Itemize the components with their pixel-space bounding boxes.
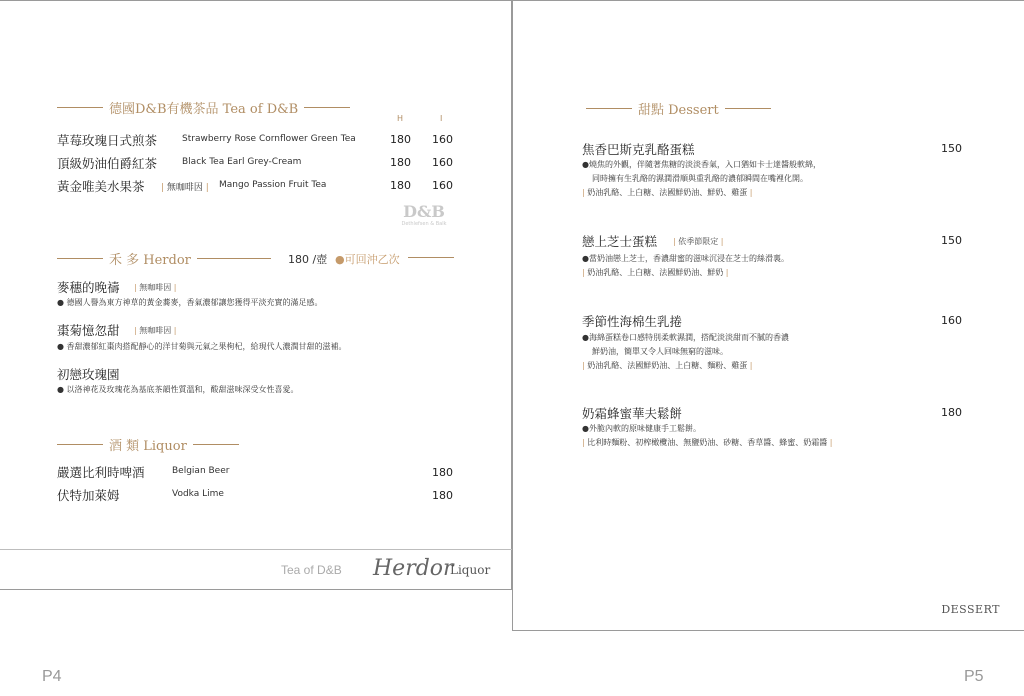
tea-price-hot: 180 — [390, 133, 411, 146]
liquor-name-zh: 伏特加萊姆 — [57, 488, 120, 503]
tea-name-en: Strawberry Rose Cornflower Green Tea — [182, 134, 356, 144]
title-rule-right — [197, 258, 271, 259]
page-number-4: P4 — [42, 668, 62, 685]
herdor-desc: ● 以洛神花及玫瑰花為基底茶韻性質溫和，酸甜滋味深受女性喜愛。 — [57, 385, 299, 394]
title-rule-right — [304, 107, 350, 108]
menu-page-4 — [0, 0, 512, 590]
tea-tag: | 無咖啡因 | — [161, 183, 209, 193]
tea-section-heading: 德國D&B有機茶品 Tea of D&B — [109, 102, 299, 117]
herdor-desc: ● 德國人譽為東方神草的黃金蕎麥，香氣濃郁讓您獲得平淡充實的滿足感。 — [57, 298, 323, 307]
liquor-section-heading: 酒 類 Liquor — [109, 439, 187, 454]
title-rule-left — [57, 107, 103, 108]
dessert-price: 160 — [941, 314, 962, 327]
dessert-footer-label: DESSERT — [941, 603, 1000, 616]
dessert-desc-cont: 同時擁有生乳酪的濕潤滑順與重乳酪的濃郁瞬間在嘴裡化開。 — [592, 174, 808, 183]
dessert-price: 150 — [941, 142, 962, 155]
hot-column-header: H — [397, 114, 404, 123]
dessert-desc: ●當奶油戀上芝士，香濃甜蜜的滋味沉浸在芝士的絲滑裏。 — [582, 254, 789, 263]
herdor-section-heading: 禾 多 Herdor — [109, 253, 191, 268]
tea-name-zh: 頂級奶油伯爵紅茶 — [57, 156, 158, 171]
title-rule-left — [57, 258, 103, 259]
refill-dot: ● — [335, 253, 345, 266]
liquor-section-title — [57, 435, 239, 454]
dessert-ingredients: | 奶油乳酪、上白糖、法國鮮奶油、鮮奶 | — [582, 268, 729, 277]
footer-tea-label: Tea of D&B — [281, 563, 342, 577]
title-rule-left — [586, 108, 632, 109]
dessert-price: 150 — [941, 234, 962, 247]
dessert-price: 180 — [941, 406, 962, 419]
liquor-name-zh: 嚴選比利時啤酒 — [57, 465, 145, 480]
dessert-ingredients: | 奶油乳酪、上白糖、法國鮮奶油、鮮奶、雞蛋 | — [582, 188, 753, 197]
herdor-tag: | 無咖啡因 | — [134, 283, 177, 292]
dessert-name: 焦香巴斯克乳酪蛋糕 — [582, 142, 695, 157]
dessert-desc: ●外脆內軟的原味健康手工鬆餅。 — [582, 424, 701, 433]
iced-column-header: I — [440, 114, 443, 123]
dessert-ingredients: | 奶油乳酪、法國鮮奶油、上白糖、麵粉、雞蛋 | — [582, 361, 753, 370]
dessert-section-title — [586, 99, 771, 118]
tea-name-en: Mango Passion Fruit Tea — [219, 180, 327, 190]
liquor-price: 180 — [432, 489, 453, 502]
liquor-name-en: Belgian Beer — [172, 466, 230, 476]
herdor-name: 麥穗的晚禱 — [57, 280, 120, 295]
footer-herdor-script: Herdor — [373, 556, 454, 581]
footer-liquor-label: Liquor — [450, 563, 491, 577]
liquor-name-en: Vodka Lime — [172, 489, 224, 499]
dnb-logo — [398, 203, 450, 237]
liquor-price: 180 — [432, 466, 453, 479]
tea-name-zh: 黃金唯美水果茶 — [57, 179, 145, 194]
tea-name-zh: 草莓玫瑰日式煎茶 — [57, 133, 158, 148]
dessert-name: 奶霜蜂蜜華夫鬆餅 — [582, 406, 683, 421]
herdor-tag: | 無咖啡因 | — [134, 326, 177, 335]
herdor-desc: ● 香甜濃郁紅棗肉搭配靜心的洋甘菊與元氣之果枸杞，給現代人濃潤甘甜的滋補。 — [57, 342, 347, 351]
dessert-name: 戀上芝士蛋糕 — [582, 234, 658, 249]
title-rule-left — [57, 444, 103, 445]
tea-price-iced: 160 — [432, 133, 453, 146]
page-4-footer — [0, 549, 512, 591]
dessert-name: 季節性海棉生乳捲 — [582, 314, 683, 329]
page-number-5: P5 — [964, 668, 984, 685]
dessert-desc: ●燒焦的外觀，伴隨著焦糖的淡淡香氣，入口猶如卡士達醬般軟綿， — [582, 160, 821, 169]
tea-price-iced: 160 — [432, 156, 453, 169]
logo-mark: D&B — [403, 202, 445, 221]
dessert-desc: ●海綿蛋糕卷口感特別柔軟濕潤，搭配淡淡甜而不膩的香濃 — [582, 333, 789, 342]
dessert-ingredients: | 比利時麵粉、初榨橄欖油、無鹽奶油、砂糖、香草醬、蜂蜜、奶霜醬 | — [582, 438, 833, 447]
title-rule-right — [725, 108, 771, 109]
tea-section-title — [57, 98, 350, 117]
dessert-tag: | 依季節限定 | — [673, 237, 724, 246]
dessert-section-heading: 甜點 Dessert — [638, 103, 719, 118]
tea-price-hot: 180 — [390, 156, 411, 169]
refill-text: 可回沖乙次 — [344, 253, 400, 266]
dessert-desc-cont: 鮮奶油，簡單又令人回味無窮的滋味。 — [592, 347, 728, 356]
title-rule-end — [408, 257, 454, 258]
herdor-section-title — [57, 249, 271, 268]
title-rule-right — [193, 444, 239, 445]
herdor-name: 初戀玫瑰園 — [57, 367, 120, 382]
tea-name-en: Black Tea Earl Grey-Cream — [182, 157, 302, 167]
refill-note — [335, 251, 400, 267]
tea-price-iced: 160 — [432, 179, 453, 192]
tea-price-hot: 180 — [390, 179, 411, 192]
menu-page-5 — [512, 0, 1024, 631]
logo-subtext: Dethlefsen & Balk — [401, 221, 447, 227]
herdor-name: 棗菊憶忽甜 — [57, 323, 120, 338]
herdor-price: 180 /壺 — [288, 253, 328, 266]
